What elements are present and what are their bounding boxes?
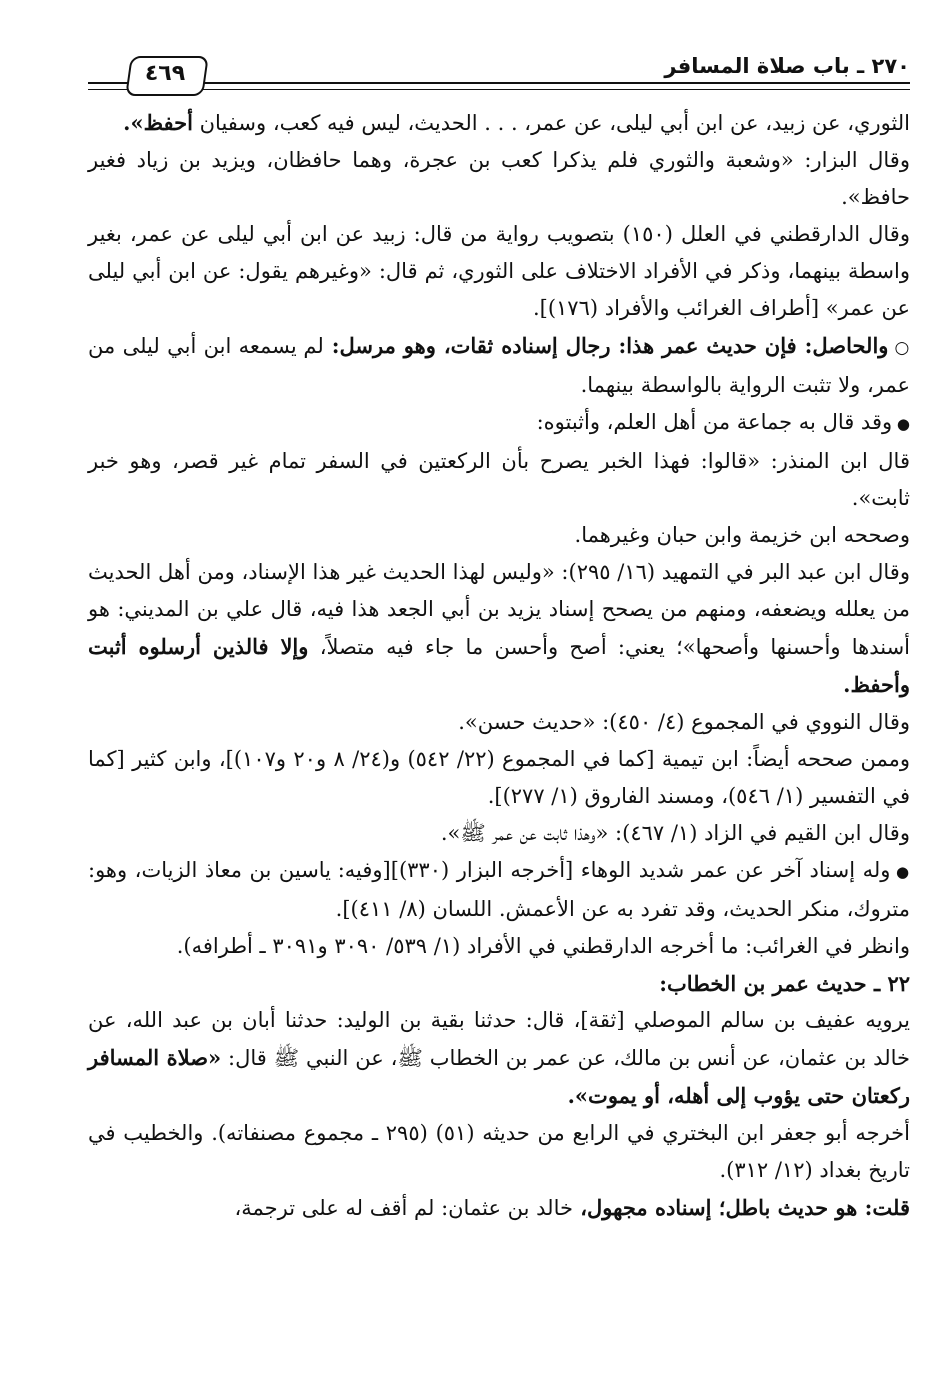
- paragraph-text: وقال ابن القيم في الزاد (١/ ٤٦٧): «وهذا ثابت عن عمر ﷺ».: [440, 821, 910, 845]
- paragraph-p1: [88, 104, 910, 142]
- paragraph-p13: [88, 928, 910, 965]
- header-rule-thick: [88, 82, 910, 84]
- paragraph-p10: [88, 741, 910, 815]
- paragraph-text: وقال ابن عبد البر في التمهيد (١٦/ ٢٩٥): «وليس لهذا الحديث غير هذا الإسناد، ومن أهل الحديث من يعلله ويضعفه، ومنهم من يصحح إسناد يزيد بن أبي الجعد هذا فيه، قال علي بن المديني: هو أسندها وأحسنها وأصحها»؛ يعني: أصح وأحسن ما جاء فيه متصلاً،: [88, 560, 911, 659]
- paragraph-text: وإلا فالذين أرسلوه أثبت وأحفظ.: [88, 634, 910, 697]
- paragraph-p14: [88, 965, 910, 1002]
- paragraph-p9: [88, 704, 910, 741]
- paragraph-p7: [88, 517, 910, 554]
- paragraph-text: الثوري، عن زبيد، عن ابن أبي ليلى، عن عمر، . . . الحديث، ليس فيه كعب، وسفيان: [192, 111, 910, 135]
- paragraph-text: قال ابن المنذر: «قالوا: فهذا الخبر يصرح بأن الركعتين في السفر تمام غير قصر، وهو خبر ثابت».: [88, 449, 910, 510]
- paragraph-text: «صلاة المسافر ركعتان حتى يؤوب إلى أهله، أو يموت».: [88, 1045, 910, 1108]
- paragraph-text: خالد بن عثمان: لم أقف له على ترجمة،: [234, 1196, 573, 1220]
- paragraph-text: وانظر في الغرائب: ما أخرجه الدارقطني في الأفراد (١/ ٥٣٩/ ٣٠٩٠ و٣٠٩١ ـ أطرافه).: [176, 934, 910, 958]
- paragraph-text: أخرجه أبو جعفر ابن البختري في الرابع من حديثه (٥١) (٢٩٥ ـ مجموع مصنفاته). والخطيب في تاريخ بغداد (١٢/ ٣١٢).: [88, 1121, 910, 1182]
- paragraph-text: وله إسناد آخر عن عمر شديد الوهاء [أخرجه البزار (٣٣٠)][وفيه: ياسين بن معاذ الزيات، وهو: متروك، منكر الحديث، وقد تفرد به عن الأعمش. اللسان (٨/ ٤١١)].: [88, 858, 910, 921]
- header-rule-thin: [88, 89, 910, 90]
- paragraph-text: وقال الدارقطني في العلل (١٥٠) بتصويب رواية من قال: زبيد عن ابن أبي ليلى عن عمر، بغير واسطة بينهما، وذكر في الأفراد الاختلاف على الثوري، ثم قال: «وغيرهم يقول: عن ابن أبي ليلى عن عمر» [أطراف الغرائب والأفراد (١٧٦)].: [88, 222, 910, 320]
- paragraph-text: والحاصل: فإن حديث عمر هذا: رجال إسناده ثقات، وهو مرسل:: [323, 333, 889, 358]
- page-header: [88, 48, 910, 104]
- paragraph-text: وقال النووي في المجموع (٤/ ٤٥٠): «حديث حسن».: [458, 710, 910, 734]
- page-number: ٤٦٩: [144, 61, 186, 86]
- paragraph-p8: [88, 554, 910, 704]
- paragraph-p5: [88, 404, 910, 443]
- paragraph-text: وقال البزار: «وشعبة والثوري فلم يذكرا كعب بن عجرة، وهما حافظان، ويزيد بن زياد فغير حافظ».: [88, 148, 910, 209]
- paragraph-text: وصححه ابن خزيمة وابن حبان وغيرهما.: [574, 523, 910, 547]
- paragraph-text: وقد قال به جماعة من أهل العلم، وأثبتوه:: [536, 410, 893, 434]
- paragraph-text: قلت: هو حديث باطل؛ إسناده مجهول،: [572, 1195, 910, 1220]
- paragraph-p2: [88, 142, 910, 216]
- paragraph-p11: [88, 815, 910, 852]
- running-title: ٢٧٠ ـ باب صلاة المسافر: [664, 54, 910, 78]
- paragraph-p16: [88, 1115, 910, 1189]
- paragraph-p3: [88, 216, 910, 327]
- paragraph-text: وممن صححه أيضاً: ابن تيمية [كما في المجموع (٢٢/ ٥٤٢) و(٢٤/ ٨ و٢٠ و١٠٧)]، وابن كثير [كما في التفسير (١/ ٥٤٦)، ومسند الفاروق (١/ ٢٧٧)].: [88, 747, 910, 808]
- paragraph-p15: [88, 1002, 910, 1115]
- header-rule: [88, 82, 910, 98]
- paragraph-text: أحفظ».: [123, 110, 193, 135]
- paragraph-text: يرويه عفيف بن سالم الموصلي [ثقة]، قال: حدثنا بقية بن الوليد: حدثنا أبان بن عبد الله، عن خالد بن عثمان، عن أنس بن مالك، عن عمر بن الخطاب ﷺ، عن النبي ﷺ قال:: [88, 1008, 910, 1070]
- paragraph-text: ٢٢ ـ حديث عمر بن الخطاب:: [659, 971, 910, 996]
- paragraph-p4: [88, 327, 910, 404]
- book-page: [88, 48, 910, 1227]
- paragraph-p12: [88, 852, 910, 928]
- body-text: [88, 104, 910, 1227]
- paragraph-p6: [88, 443, 910, 517]
- paragraph-text: لم يسمعه ابن أبي ليلى من عمر، ولا تثبت الرواية بالواسطة بينهما.: [88, 334, 910, 397]
- paragraph-p17: [88, 1189, 910, 1227]
